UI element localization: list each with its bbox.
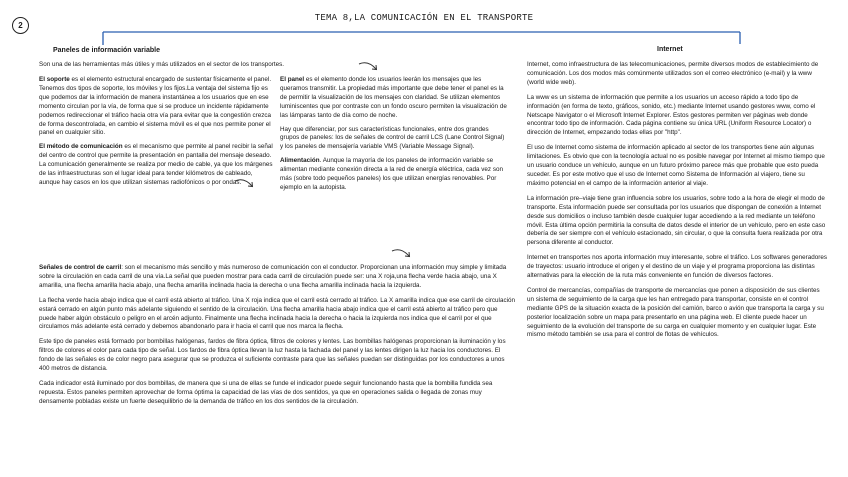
paragraph-text: . Aunque la mayoría de los paneles de información variable se alimentan mediante conexión directa a la red de energía eléctrica, cada vez son más (sobre todo pequeños paneles) los que utilizan energías renovables. Por ejemplo en la autopista. <box>280 157 503 191</box>
paragraph-text: es el mecanismo que permite al panel recibir la señal del centro de control que permite la presentación en pantalla del mensaje deseado. La comunicación generalmente se realiza por medio de cable, ya que los márgenes de las infraestructuras son el lugar ideal para tender kilómetros de cableado, aunque hay casos en los que utilizan sistemas radiofónicos o por ondas. <box>39 143 273 186</box>
paragraph-alimentacion <box>280 157 507 193</box>
paragraph-www: La www es un sistema de información que permite a los usuarios un acceso rápido a todo tipo de información (en forma de texto, gráficos, sonido, etc.) mediante Internet usando gestores www, como el Netscape Navigator o el Microsoft Internet Explorer. Estos gestores permiten ver páginas web donde encontrar todo tipo de información. Cada página contiene su única URL (Uniform Resource Locator) o dirección de Internet, empezando todas ellas por "http". <box>527 93 816 137</box>
term-senales: Señales de control de carril <box>39 264 122 271</box>
curved-arrow-icon <box>390 247 412 261</box>
paragraph-limitaciones: El uso de Internet como sistema de información aplicado al sector de los transportes tiene aún algunas limitaciones. Es obvio que con la tecnología actual no es posible navegar por Internet al mismo tiempo que un usuario conduce un vehículo, aunque en un futuro próximo parece más que probable que esto pueda suceder. Es por este motivo que el uso de Internet como Sistema de Información al viajero, tiene su máximo potencial en el campo de la información anterior al viaje. <box>527 144 825 187</box>
left-section-heading: Paneles de información variable <box>53 47 160 54</box>
page-title: TEMA 8,LA COMUNICACIÓN EN EL TRANSPORTE <box>314 13 534 23</box>
paragraph-text: : son el mecanismo más sencillo y más numeroso de comunicación con el conductor. Proporcionan una información muy simple y limitada sobre la circulación en cada carril de una vía.La señal que pueden mostrar para cada carril de circulación puede ser: una X roja,una flecha verde hacia abajo, una X amarilla, una flecha amarilla hacia abajo, una flecha amarilla inclinada hacia la derecha o una flecha amarilla inclinada hacia la izquierda. <box>39 264 507 289</box>
paragraph-trafico: Internet en transportes nos aporta información muy interesante, sobre el tráfico. Los softwares generadores de trayectos: usuario introduce el origen y el destino de un viaje y el programa proporciona las distintas alternativas para la elección de la ruta más conveniente en función de diversos factores. <box>527 254 827 280</box>
left-bottom-block <box>39 264 515 413</box>
paragraph-metodo <box>39 143 275 188</box>
term-panel: El panel <box>280 76 305 83</box>
term-metodo: El método de comunicación <box>39 143 123 151</box>
paragraph-tipos <box>280 126 507 153</box>
term-alimentacion: Alimentación <box>280 157 320 165</box>
term-soporte: El soporte <box>39 76 70 83</box>
paragraph-text: es el elemento donde los usuarios leerán los mensajes que les queramos transmitir. La propiedad más importante que debe tener el panel es la de permitir la visualización de los mensajes con claridad. Se utilizan elementos luminiscentes que por contraste con un fondo oscuro permiten la visualización de las lámparas tanto de día como de noche. <box>280 76 507 119</box>
paragraph-bombillas: Este tipo de paneles está formado por bombillas halógenas, fardos de fibra óptica, filtros de colores y lentes. Las bombillas halógenas proporcionan la iluminación y los filtros de colores el color para cada tipo de señal. Los fardos de fibra óptica llevan la luz hasta la fachada del panel y las lentes dirigen la luz hacia los conductores. El fondo de las señales es de color negro para asegurar que se produzca el suficiente contraste para que las señales puedan ser distinguidas por los conductores a unos 400 metros de distancia. <box>39 338 506 373</box>
paragraph-indicador: Cada indicador está iluminado por dos bombillas, de manera que si una de ellas se funde el indicador puede seguir funcionando hasta que la bombilla fundida sea repuesta. Estos paneles permiten aprovechar de forma óptima la capacidad de las vías de dos sentidos, ya que en operaciones salida o llegada de zonas muy densamente pobladas existe un fuerte desequilibrio de la demanda de tráfico en los dos sentidos de la circulación. <box>39 379 493 405</box>
paragraph-text: Hay que diferenciar, por sus características funcionales, entre dos grandes grupos de paneles: los de señales de control de carril LCS (Lane Control Signal) y los paneles de mensajería variable VMS (Variable Message Signal). <box>280 125 505 151</box>
paragraph-panel <box>280 76 507 121</box>
paragraph-mercancias: Control de mercancías, compañías de transporte de mercancías que ponen a disposición de sus clientes un sistema de seguimiento de la carga que les han entregado para transportar, consiste en el control mediante GPS de la situación exacta de la posición del camión, barco o avión que transporta la carga y su posterior localización sobre un mapa para presentarlo en una página web. El cliente puede hacer un seguimiento de la evolución del transporte de su carga en cualquier momento y en cualquier lugar. Este mismo método también se usa para el control de flotas de vehículos. <box>527 286 824 339</box>
right-section-heading: Internet <box>657 46 683 53</box>
paragraph-soporte <box>39 76 275 138</box>
curved-arrow-icon <box>357 60 379 74</box>
page-number-badge: 2 <box>12 17 29 34</box>
left-column-2 <box>280 76 507 198</box>
paragraph-senales <box>39 264 515 291</box>
left-intro-text: Son una de las herramientas más útiles y más utilizados en el sector de los transportes. <box>39 61 285 68</box>
right-column <box>527 61 827 346</box>
paragraph-internet-intro: Internet, como infraestructura de las telecomunicaciones, permite diversos modos de establecimiento de comunicación. Los dos modos más comúnmente utilizados son el correo electrónico (e-mail) y la www (world wide web). <box>527 61 819 86</box>
paragraph-previaje: La información pre–viaje tiene gran influencia sobre los usuarios, sobre todo a la hora de elegir el modo de transporte. Esta información puede ser consultada por los usuarios que dispongan de conexión a Internet desde sus domicilios o incluso también desde cualquier lugar accediendo a la red mediante un teléfono móvil. Esta última opción permitiría la consulta de datos desde el interior de un vehículo, pero en este caso debería de ser siempre con el vehículo estacionado, sin circular, o que la consulta fuera realizada por otra persona diferente al conductor. <box>527 194 826 247</box>
paragraph-text: es el elemento estructural encargado de sustentar físicamente el panel. Tenemos dos tipos de soporte, los móviles y los fijos.La ventaja del sistema fijo es que podemos dar la información de manera instantánea a los usuarios que en ese momento circulan por la vía, de forma que si se produce un incidente rápidamente podemos redireccionar el tráfico hacia otra vía para evitar que la congestión crezca de forma descontrolada, en cambio el sistema móvil es el que nos permite poner el panel en cualquier sitio. <box>39 76 272 137</box>
left-column-1 <box>39 76 275 193</box>
paragraph-flecha: La flecha verde hacia abajo indica que el carril está abierto al tráfico. Una X roja indica que el carril está cerrado al tráfico. La X amarilla indica que ese carril de circulación estará cerrado en algún punto más adelante siguiendo el sentido de la circulación. Una flecha amarilla hacia abajo indica que el carril está abierto al tráfico pero que puede haber algún obstáculo o peligro en el arcén adjunto. Finalmente una flecha inclinada hacia la derecha o hacia la izquierda nos indica que el carril por el que circulamos más adelante está cerrado y debemos abandonarlo para ir hacia el carril que nos marca la flecha. <box>39 296 516 331</box>
